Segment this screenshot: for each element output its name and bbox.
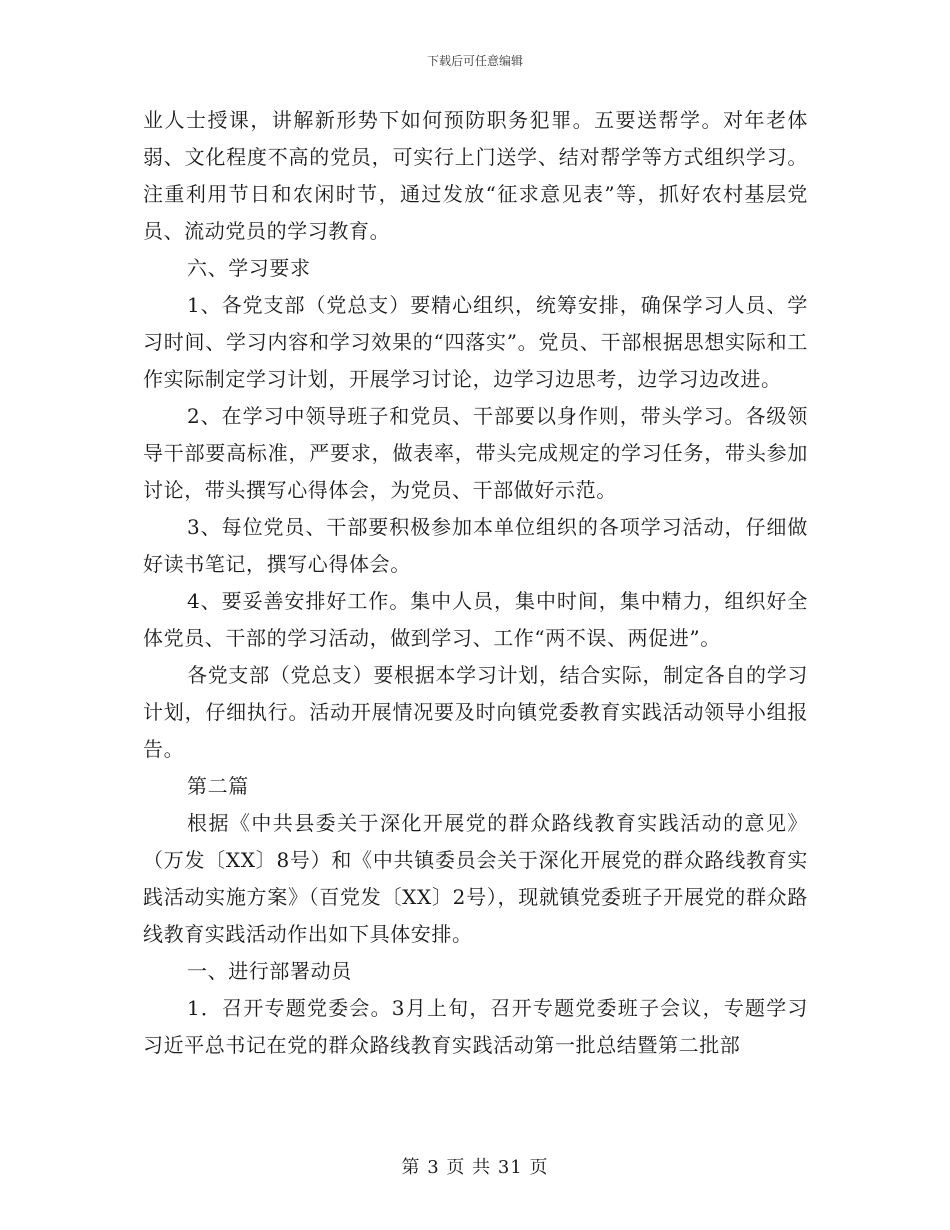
section-heading: 一、进行部署动员 [187,959,352,983]
body-paragraph: 各党支部（党总支）要根据本学习计划，结合实际，制定各自的学习计划，仔细执行。活动开展情况要及时向镇党委教育实践活动领导小组报告。 [143,663,808,761]
body-paragraph: 2、在学习中领导班子和党员、干部要以身作则，带头学习。各级领导干部要高标准，严要求，做表率，带头完成规定的学习任务，带头参加讨论，带头撰写心得体会，为党员、干部做好示范。 [143,404,808,502]
body-paragraph: 业人士授课，讲解新形势下如何预防职务犯罪。五要送帮学。对年老体弱、文化程度不高的党员，可实行上门送学、结对帮学等方式组织学习。注重利用节日和农闲时节，通过发放“征求意见表”等，抓好农村基层党员、流动党员的学习教育。 [143,108,808,243]
body-paragraph: 根据《中共县委关于深化开展党的群众路线教育实践活动的意见》（万发〔XX〕8号）和《中共镇委员会关于深化开展党的群众路线教育实践活动实施方案》（百党发〔XX〕2号），现就镇党委班子开展党的群众路线教育实践活动作出如下具体安排。 [143,811,808,946]
body-paragraph: 4、要妥善安排好工作。集中人员，集中时间，集中精力，组织好全体党员、干部的学习活动，做到学习、工作“两不误、两促进”。 [143,589,808,650]
section-heading: 第二篇 [187,774,249,798]
body-paragraph: 1、各党支部（党总支）要精心组织，统筹安排，确保学习人员、学习时间、学习内容和学习效果的“四落实”。党员、干部根据思想实际和工作实际制定学习计划，开展学习讨论，边学习边思考，边学习边改进。 [143,293,808,391]
section-heading: 六、学习要求 [187,256,311,280]
page-header-note: 下载后可任意编辑 [426,54,523,68]
page-number-footer: 第 3 页 共 31 页 [401,1157,549,1178]
body-paragraph: 3、每位党员、干部要积极参加本单位组织的各项学习活动，仔细做好读书笔记，撰写心得体会。 [143,515,808,576]
body-paragraph: 1．召开专题党委会。3月上旬，召开专题党委班子会议，专题学习习近平总书记在党的群众路线教育实践活动第一批总结暨第二批部 [143,996,808,1057]
document-body [143,102,808,1064]
